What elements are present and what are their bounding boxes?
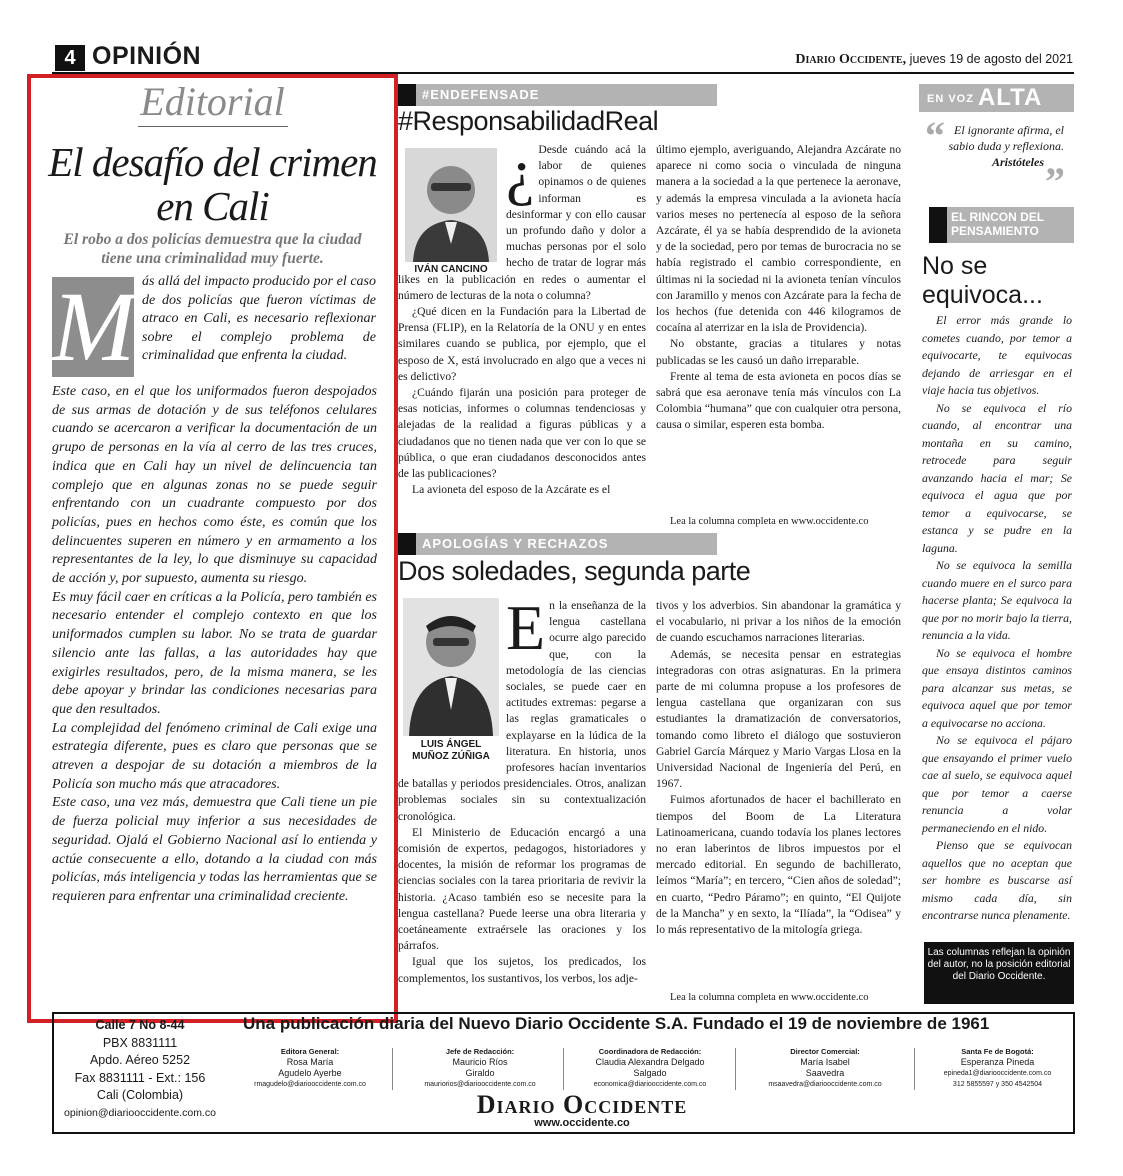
staff-email[interactable]: epineda1@diariooccidente.com.co: [943, 1070, 1052, 1077]
staff-email[interactable]: economica@diariooccidente.com.co: [593, 1081, 707, 1088]
phone-line: PBX 8831111: [102, 1035, 178, 1050]
staff-role: Santa Fe de Bogotá:: [961, 1047, 1034, 1056]
tag-marker: [398, 533, 416, 555]
article2-paragraph: tivos y los adverbios. Sin abandonar la gramática y el vocabulario, ni privar a los niños de la emoción de cuando escuchamos narraciones literarias.: [656, 599, 901, 645]
article1-column-2: [656, 142, 901, 434]
editorial-subtitle: El robo a dos policías demuestra que la ciudad tiene una criminalidad muy fuerte.: [63, 231, 362, 267]
quote-author: Aristóteles: [991, 155, 1044, 169]
rincon-paragraph: El error más grande lo cometes cuando, por temor a equivocarte, te equivocas dejando de arriesgar en el viaje hacia tus objetivos.: [922, 313, 1072, 397]
article2-tag: APOLOGÍAS Y RECHAZOS: [398, 533, 717, 555]
article2-lead: n la enseñanza de la lengua castellana ocurre algo parecido que, con la metodología de las ciencias sociales, se puede caer en actitudes extremas: pegarse a las reglas gramaticales o explayarse en la lúdica de la literatura. En historia, unos profesores hacían inventarios de batallas y periodos presidenciales. Otros, analizan problemas sociales sin su contextualización cronológica.: [398, 599, 646, 823]
article1-column-1: [398, 136, 646, 498]
editorial-rule: [138, 126, 288, 127]
photo-spacer: [398, 142, 506, 268]
rincon-banner: EL RINCON DEL PENSAMIENTO: [929, 207, 1074, 243]
editorial-paragraph: Este caso, en el que los uniformados fueron despojados de sus armas de dotación y de sus teléfonos celulares cuando se acercaron a verificar la documentación de un grupo de personas en la vía al cerro de las tres cruces, indica que en Cali hay un nivel de delincuencia tan complejo que en algunas zonas no se puede seguir enfrentando con un cuadrante compuesto por dos policías, pues en hechos como éste, es común que los delincuentes superen en número y en armamento a los representantes de la ley, lo que disminuye su capacidad de acción y, por supuesto, aumenta su riesgo.: [52, 384, 377, 587]
staff-director: [745, 1046, 905, 1090]
article1-paragraph: último ejemplo, averiguando, Alejandra Azcárate no aparece ni como socia o vinculada de ninguna manera a la sociedad a la que pertenece la aeronave, y además la empresa vinculada a la avioneta hacía varios meses no pertenecía al esposo de la señora Azcárate, él ya se había desprendido de la avioneta y de la sociedad, pero por temas de burocracia no se había registrado el cambio correspondiente, en últimas ni la sociedad ni la avioneta tenían vínculos con Jaramillo y menos con Azcárate para la fecha de los hechos (fue detenida con 446 kilogramos de cocaína al aterrizar en la isla de Providencia).: [656, 143, 901, 335]
photo-spacer: [398, 598, 506, 764]
staff-role: Coordinadora de Redacción:: [598, 1047, 702, 1056]
alta-label: ALTA: [977, 84, 1043, 111]
issue-date: jueves 19 de agosto del 2021: [909, 52, 1073, 66]
author-name: LUIS ÁNGEL MUÑOZ ZÚÑIGA: [412, 739, 490, 762]
envoz-alta-banner: [919, 84, 1074, 112]
article1-dropcap: ¿: [506, 136, 535, 207]
rincon-body: [922, 312, 1072, 925]
editorial-paragraph: Este caso, una vez más, demuestra que Cali tiene un pie de fuerza policial muy inferior a sus necesidades de seguridad. Ojalá el Gobierno Nacional así lo entienda y actúe consecuente a ello, dotando a la ciudad con más policías, más inteligencia y todas las herramientas que se requieren para enfrentar una criminalidad creciente.: [52, 795, 377, 904]
staff-jefe: [405, 1046, 555, 1090]
article1-paragraph: ¿Cuándo fijarán una posición para proteger de esas noticias, informes o columnas tendenciosas y alejadas de la realidad a figuras públicas y a ciudadanos que no tienen nada que ver con lo que se pública, o que eran ciudadanos desconocidos antes de las publicaciones?: [398, 386, 646, 481]
website-link[interactable]: www.occidente.co: [534, 1117, 630, 1129]
city-line: Cali (Colombia): [96, 1088, 184, 1102]
article1-tag: #ENDEFENSADE: [398, 84, 717, 106]
staff-name: Claudia Alexandra Delgado Salgado: [595, 1057, 705, 1078]
rincon-headline: No se equivoca...: [922, 252, 1043, 309]
contact-email[interactable]: opinion@diariooccidente.com.co: [64, 1106, 216, 1119]
rincon-paragraph: No se equivoca el hombre que ensaya distintos caminos para alcanzar sus metas, se equivoca aquel que por temor a equivocarse no acciona.: [922, 645, 1072, 730]
tag-marker: [929, 207, 947, 243]
staff-email[interactable]: mauriorios@diariooccidente.com.co: [424, 1081, 536, 1088]
staff-name: Mauricio Ríos Giraldo: [452, 1057, 508, 1078]
diario-occidente-logo: Diario Occidente: [476, 1090, 688, 1119]
article2-readmore-link[interactable]: Lea la columna completa en www.occidente.co: [670, 992, 869, 1003]
staff-role: Director Comercial:: [790, 1047, 860, 1056]
staff-editora: [240, 1046, 380, 1090]
quote-text: El ignorante afirma, el sabio duda y reflexiona.: [948, 123, 1064, 153]
editorial-paragraph: Es muy fácil caer en críticas a la Policía, pero también es necesario entender el complejo contexto en que los uniformados cumplen su labor. No se trata de guardar silencio ante las fallas, a las autoridades hay que exigirles resultados, pero, de la misma manera, se les debe apoyar y brindar las condiciones necesarias para que den resultados.: [52, 589, 377, 717]
article2-column-1: [398, 592, 646, 987]
divider: [563, 1048, 564, 1090]
article2-column-2: [656, 598, 901, 938]
open-quote-icon: “: [925, 113, 945, 158]
divider: [914, 1048, 915, 1090]
article2-paragraph: Además, se necesita pensar en estrategias integradoras con otras asignaturas. En la primera parte de mi columna propuse a los profesores de lengua castellana que organizaran con sus estudiantes la dramatización de conversatorios, tomando como libreto el diálogo que sostuvieron Gabriel García Márquez y Mario Vargas Llosa en la Universidad Nacional de Ingeniería del Perú, en 1967.: [656, 647, 901, 791]
article1-readmore-link[interactable]: Lea la columna completa en www.occidente.co: [670, 516, 869, 527]
staff-role: Jefe de Redacción:: [445, 1047, 515, 1056]
article2-paragraph: El Ministerio de Educación encargó a una comisión de expertos, pedagogos, historiadores y docentes, la misión de reformar los programas de ciencias sociales con la tarea prioritaria de revivir la historia. ¿Acaso también eso se necesite para la lengua castellana? Puede leerse una obra literaria y coetáneamente extraérsele las oraciones y los párrafos.: [398, 825, 646, 953]
staff-coordinadora: [570, 1046, 730, 1090]
rincon-paragraph: Pienso que se equivocan aquellos que no aceptan que ser hombre es buscarse así mismo cada día, sin encontrarse nunca plenamente.: [922, 838, 1072, 922]
address-line: Calle 7 No 8-44: [95, 1018, 185, 1032]
article1-paragraph: ¿Qué dicen en la Fundación para la Libertad de Prensa (FLIP), en la Relatoría de la ONU y en entes similares cuando se publica, por ejemplo, que el esposo de X, está involucrado en algo que a veces ni es delictivo?: [398, 305, 646, 383]
article2-headline: Dos soledades, segunda parte: [398, 556, 751, 586]
paper-name: Diario Occidente,: [795, 52, 907, 67]
divider: [392, 1048, 393, 1090]
article1-lead: Desde cuándo acá la labor de quienes opinamos o de quienes informan es desinformar y con ello causar un profundo daño y dolor a muchas personas por el solo hecho de tratar de lograr más likes en la publicación en redes o aumentar el número de lecturas de la nota o columna?: [398, 143, 646, 302]
staff-email[interactable]: rmagudelo@diariooccidente.com.co: [254, 1081, 366, 1088]
editorial-title: El desafío del crimen en Cali: [48, 139, 377, 229]
article2-paragraph: Igual que los sujetos, los predicados, los complementos, los sustantivos, los verbos, los adje-: [398, 955, 646, 985]
article1-paragraph: No obstante, gracias a titulares y notas publicadas se les causó un daño irreparable.: [656, 337, 901, 367]
rincon-paragraph: No se equivoca el río cuando, al encontrar una montaña en su camino, retrocede para seguir avanzando hacia el mar; Se equivoca el agua que por temor a equivocarse, se estanca y se pudre en la laguna.: [922, 400, 1072, 555]
divider: [735, 1048, 736, 1090]
staff-phone: 312 5855597 y 350 4542504: [952, 1081, 1043, 1088]
page-number: 4: [55, 45, 85, 71]
article2-dropcap: E: [506, 592, 546, 663]
envoz-label: EN VOZ: [927, 93, 974, 105]
pobox-line: Apdo. Aéreo 5252: [89, 1053, 191, 1067]
publication-statement: Una publicación diaria del Nuevo Diario Occidente S.A. Fundado el 19 de noviembre de 1961: [243, 1014, 990, 1033]
editorial-label: Editorial: [140, 79, 285, 124]
staff-name: Esperanza Pineda: [960, 1057, 1035, 1067]
disclaimer-note: Las columnas reflejan la opinión del autor, no la posición editorial del Diario Occidente.: [924, 942, 1074, 1004]
article2-paragraph: Fuimos afortunados de hacer el bachillerato en tiempos del Boom de La Literatura Latinoamericana, cuando todavía los planes lectores no eran laberintos de libros impuestos por el mercado editorial. En segundo de bachillerato, leímos “María”; en tercero, “Cien años de soledad”; en cuarto, “Pedro Páramo”; en quinto, “El Quijote de la Mancha” y en sexto, la “Ilíada”, la “Odisea” y lo más representativo de la mitología griega.: [656, 793, 901, 937]
staff-role: Editora General:: [280, 1047, 340, 1056]
rincon-paragraph: No se equivoca el pájaro que ensayando el primer vuelo cae al suelo, se equivoca aquel que por temor a caerse renuncia a volar permaneciendo en el nido.: [922, 733, 1072, 835]
editorial-paragraph: La complejidad del fenómeno criminal de Cali exige una estrategia diferente, pues es claro que personas que se atreven a despojar de su dotación a miembros de la Policía son mucho más que atracadores.: [52, 720, 377, 792]
section-title: OPINIÓN: [92, 42, 202, 70]
tag-marker: [398, 84, 416, 106]
close-quote-icon: ”: [1045, 159, 1065, 204]
editorial-dropcap: M: [52, 271, 136, 382]
staff-email[interactable]: msaavedra@diariooccidente.com.co: [768, 1081, 882, 1088]
fax-line: Fax 8831111 - Ext.: 156: [74, 1070, 206, 1085]
article1-headline: #ResponsabilidadReal: [398, 106, 659, 136]
author-name: IVÁN CANCINO: [414, 264, 488, 275]
footer-address: [55, 1017, 225, 1122]
staff-name: Rosa María Agudelo Ayerbe: [278, 1057, 342, 1078]
staff-bogota: [925, 1046, 1070, 1090]
rincon-paragraph: No se equivoca la semilla cuando muere en el surco para hacerse planta; Se equivoca la que por no morir bajo la tierra, renuncia a la vida.: [922, 558, 1072, 642]
editorial-lead-paragraph: ás allá del impacto producido por el caso de dos policías que fueron víctimas de atraco en Cali, es necesario reflexionar sobre el complejo problema de criminalidad que enfrenta la ciudad.: [142, 274, 376, 363]
article1-paragraph: Frente al tema de esta avioneta en pocos días se sabrá que esa aeronave tenía más vínculos con La Colombia “humana” que con cualquier otra persona, causa o similar, esperen esta bomba.: [656, 369, 901, 432]
masthead-date: [795, 52, 1073, 68]
article1-paragraph: La avioneta del esposo de la Azcárate es el: [412, 483, 611, 497]
editorial-body: [52, 383, 377, 907]
staff-name: María Isabel Saavedra: [800, 1057, 850, 1078]
